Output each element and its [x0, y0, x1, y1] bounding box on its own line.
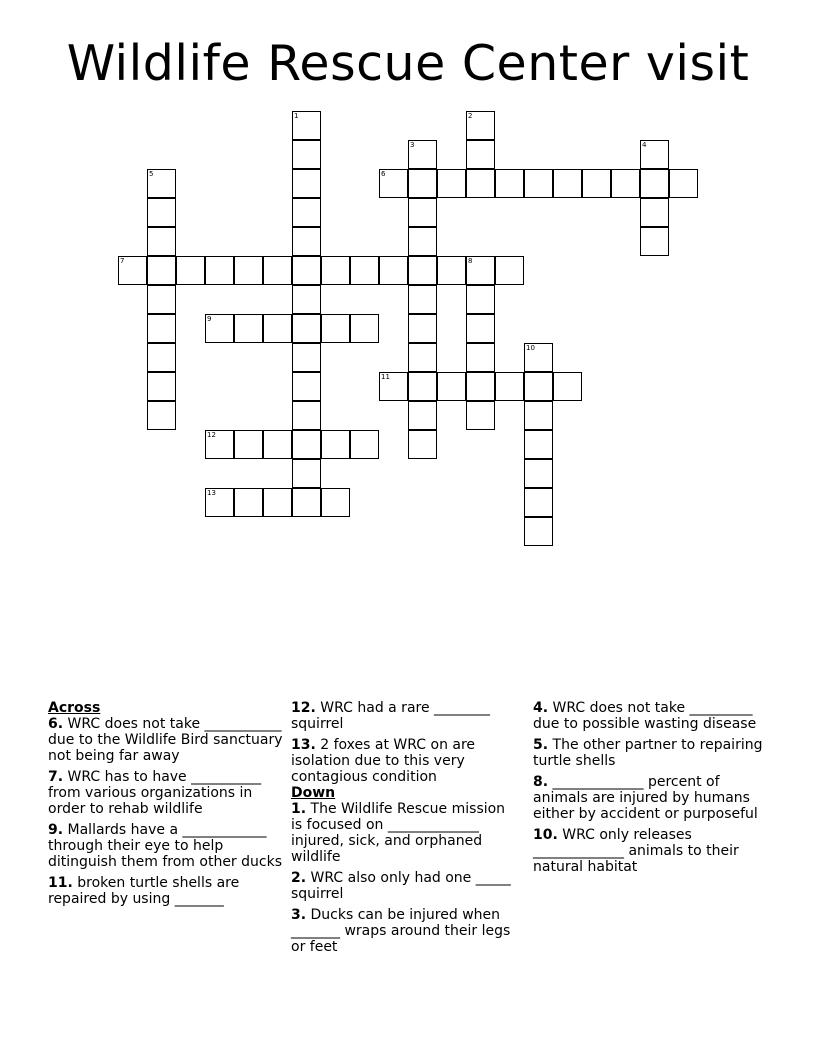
clues-column-2 — [291, 700, 516, 960]
grid-cell[interactable] — [408, 372, 437, 401]
grid-cell[interactable] — [292, 256, 321, 285]
clue-number: 13 — [207, 489, 216, 497]
grid-cell[interactable] — [408, 198, 437, 227]
grid-cell[interactable] — [321, 488, 350, 517]
grid-cell[interactable] — [263, 256, 292, 285]
across-clue: 12. WRC had a rare ________ squirrel — [291, 700, 491, 732]
grid-cell[interactable] — [553, 169, 582, 198]
grid-cell[interactable] — [379, 169, 408, 198]
down-clue: 5. The other partner to repairing turtle shells — [533, 737, 763, 769]
grid-cell[interactable] — [408, 227, 437, 256]
grid-cell[interactable] — [437, 372, 466, 401]
across-clue: 7. WRC has to have __________ from various organizations in order to rehab wildlife — [48, 769, 262, 817]
grid-cell[interactable] — [466, 111, 495, 140]
grid-cell[interactable] — [495, 256, 524, 285]
grid-cell[interactable] — [524, 488, 553, 517]
grid-cell[interactable] — [524, 401, 553, 430]
grid-cell[interactable] — [292, 314, 321, 343]
down-clue: 2. WRC also only had one _____ squirrel — [291, 870, 511, 902]
grid-cell[interactable] — [292, 343, 321, 372]
grid-cell[interactable] — [466, 140, 495, 169]
grid-cell[interactable] — [321, 430, 350, 459]
grid-cell[interactable] — [524, 517, 553, 546]
grid-cell[interactable] — [292, 285, 321, 314]
grid-cell[interactable] — [205, 314, 234, 343]
grid-cell[interactable] — [292, 198, 321, 227]
grid-cell[interactable] — [466, 372, 495, 401]
grid-cell[interactable] — [321, 314, 350, 343]
grid-cell[interactable] — [147, 372, 176, 401]
grid-cell[interactable] — [640, 227, 669, 256]
grid-cell[interactable] — [118, 256, 147, 285]
grid-cell[interactable] — [205, 430, 234, 459]
across-clue: 6. WRC does not take ___________ due to the Wildlife Bird sanctuary not being far away — [48, 716, 283, 764]
grid-cell[interactable] — [350, 314, 379, 343]
grid-cell[interactable] — [495, 169, 524, 198]
grid-cell[interactable] — [147, 198, 176, 227]
grid-cell[interactable] — [147, 256, 176, 285]
grid-cell[interactable] — [408, 140, 437, 169]
clues-column-1 — [48, 700, 288, 912]
clue-number: 1 — [294, 112, 299, 120]
down-clue: 1. The Wildlife Rescue mission is focused on _____________ injured, sick, and orphaned wildlife — [291, 801, 506, 865]
grid-cell[interactable] — [466, 343, 495, 372]
grid-cell[interactable] — [408, 430, 437, 459]
grid-cell[interactable] — [147, 343, 176, 372]
across-heading: Across — [48, 700, 101, 716]
grid-cell[interactable] — [321, 256, 350, 285]
across-clue: 9. Mallards have a ____________ through their eye to help ditinguish them from other ducks — [48, 822, 282, 870]
clue-number: 6 — [381, 170, 386, 178]
grid-cell[interactable] — [292, 111, 321, 140]
down-clue: 4. WRC does not take _________ due to possible wasting disease — [533, 700, 757, 732]
grid-cell[interactable] — [234, 430, 263, 459]
grid-cell[interactable] — [640, 198, 669, 227]
grid-cell[interactable] — [263, 430, 292, 459]
grid-cell[interactable] — [292, 488, 321, 517]
grid-cell[interactable] — [437, 169, 466, 198]
grid-cell[interactable] — [234, 488, 263, 517]
clue-number: 3 — [410, 141, 415, 149]
grid-cell[interactable] — [147, 285, 176, 314]
grid-cell[interactable] — [176, 256, 205, 285]
grid-cell[interactable] — [234, 314, 263, 343]
grid-cell[interactable] — [669, 169, 698, 198]
clue-number: 10 — [526, 344, 535, 352]
grid-cell[interactable] — [205, 256, 234, 285]
grid-cell[interactable] — [147, 169, 176, 198]
grid-cell[interactable] — [495, 372, 524, 401]
clues-column-3 — [533, 700, 773, 880]
grid-cell[interactable] — [292, 140, 321, 169]
clue-number: 2 — [468, 112, 473, 120]
grid-cell[interactable] — [292, 401, 321, 430]
grid-cell[interactable] — [234, 256, 263, 285]
grid-cell[interactable] — [292, 372, 321, 401]
grid-cell[interactable] — [408, 343, 437, 372]
grid-cell[interactable] — [292, 430, 321, 459]
grid-cell[interactable] — [379, 372, 408, 401]
grid-cell[interactable] — [147, 401, 176, 430]
clue-number: 8 — [468, 257, 473, 265]
grid-cell[interactable] — [466, 314, 495, 343]
down-clue: 10. WRC only releases _____________ animals to their natural habitat — [533, 827, 739, 875]
grid-cell[interactable] — [524, 169, 553, 198]
grid-cell[interactable] — [466, 169, 495, 198]
clue-number: 7 — [120, 257, 125, 265]
down-clue: 8. _____________ percent of animals are injured by humans either by accident or purposeful — [533, 774, 758, 822]
grid-cell[interactable] — [408, 285, 437, 314]
down-heading: Down — [291, 785, 336, 801]
across-clue: 11. broken turtle shells are repaired by using _______ — [48, 875, 240, 907]
grid-cell[interactable] — [408, 256, 437, 285]
grid-cell[interactable] — [408, 169, 437, 198]
grid-cell[interactable] — [640, 140, 669, 169]
grid-cell[interactable] — [466, 256, 495, 285]
grid-cell[interactable] — [147, 227, 176, 256]
grid-cell[interactable] — [263, 488, 292, 517]
grid-cell[interactable] — [553, 372, 582, 401]
grid-cell[interactable] — [350, 430, 379, 459]
grid-cell[interactable] — [408, 401, 437, 430]
grid-cell[interactable] — [466, 401, 495, 430]
grid-cell[interactable] — [524, 459, 553, 488]
across-clue: 13. 2 foxes at WRC on are isolation due to this very contagious condition — [291, 737, 476, 785]
clue-number: 12 — [207, 431, 216, 439]
clue-number: 11 — [381, 373, 390, 381]
grid-cell[interactable] — [524, 343, 553, 372]
grid-cell[interactable] — [263, 314, 292, 343]
puzzle-title: Wildlife Rescue Center visit — [66, 35, 750, 92]
grid-cell[interactable] — [408, 314, 437, 343]
grid-cell[interactable] — [524, 372, 553, 401]
grid-cell[interactable] — [611, 169, 640, 198]
clue-number: 9 — [207, 315, 212, 323]
grid-cell[interactable] — [292, 459, 321, 488]
grid-cell[interactable] — [640, 169, 669, 198]
grid-cell[interactable] — [350, 256, 379, 285]
grid-cell[interactable] — [292, 227, 321, 256]
grid-cell[interactable] — [379, 256, 408, 285]
down-clue: 3. Ducks can be injured when _______ wraps around their legs or feet — [291, 907, 511, 955]
grid-cell[interactable] — [582, 169, 611, 198]
grid-cell[interactable] — [292, 169, 321, 198]
grid-cell[interactable] — [466, 285, 495, 314]
grid-cell[interactable] — [147, 314, 176, 343]
clue-number: 5 — [149, 170, 154, 178]
grid-cell[interactable] — [437, 256, 466, 285]
grid-cell[interactable] — [205, 488, 234, 517]
grid-cell[interactable] — [524, 430, 553, 459]
clue-number: 4 — [642, 141, 647, 149]
